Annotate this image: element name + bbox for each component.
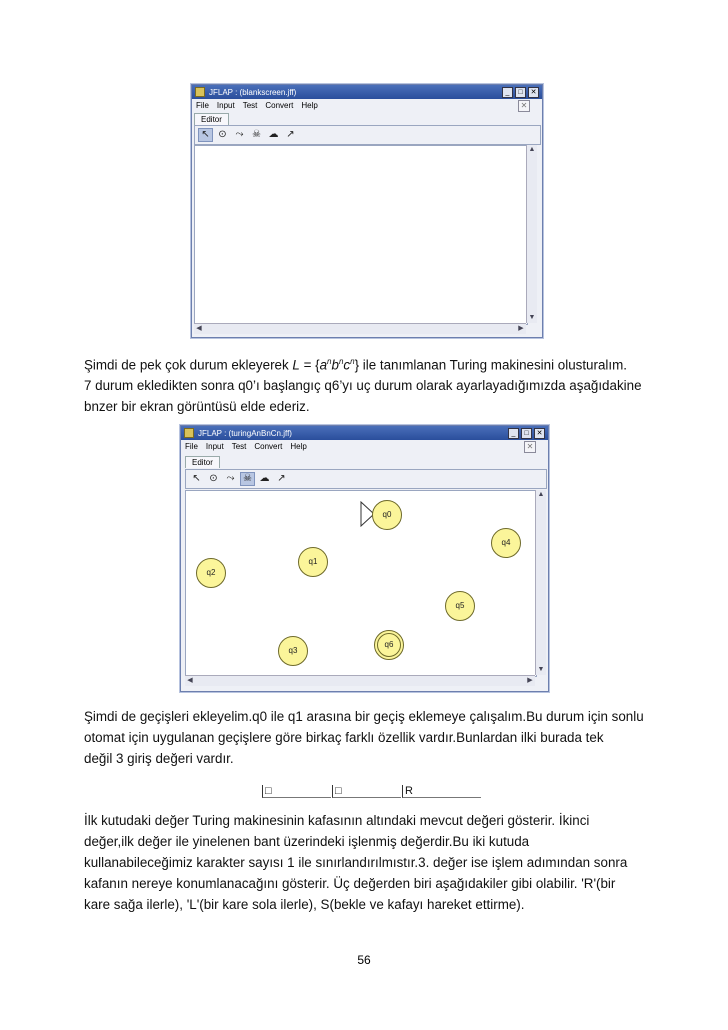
vertical-scrollbar[interactable] bbox=[535, 490, 546, 675]
undo-icon[interactable]: ☁ bbox=[259, 473, 270, 484]
paragraph-2-line-1: Şimdi de geçişleri ekleyelim.q0 ile q1 arasına bir geçiş eklemeye çalışalım.Bu durum için sonlu bbox=[84, 709, 644, 724]
transition-icon[interactable]: ⤳ bbox=[226, 473, 235, 484]
close-tab-icon[interactable]: ✕ bbox=[518, 100, 530, 112]
tab-editor[interactable]: Editor bbox=[194, 113, 229, 125]
redo-icon[interactable]: ↗ bbox=[286, 129, 295, 140]
paragraph-3-line-5: kare sağa ilerle), 'L'(bir kare sola ilerle), S(bekle ve kafayı hareket ettirme). bbox=[84, 897, 525, 912]
menu-convert[interactable]: Convert bbox=[254, 442, 283, 451]
menu-input[interactable]: Input bbox=[205, 442, 224, 451]
state-q2[interactable]: q2 bbox=[196, 558, 226, 588]
paragraph-2 bbox=[84, 706, 674, 769]
state-q0[interactable]: q0 bbox=[372, 500, 402, 530]
close-icon[interactable]: ✕ bbox=[528, 87, 539, 98]
menu-help[interactable]: Help bbox=[301, 101, 318, 110]
skull-delete-icon[interactable]: ☠ bbox=[252, 129, 261, 140]
window-title: JFLAP : (blankscreen.jff) bbox=[209, 87, 297, 97]
state-q6[interactable]: q6 bbox=[374, 630, 404, 660]
state-q5[interactable]: q5 bbox=[445, 591, 475, 621]
menu-convert[interactable]: Convert bbox=[265, 101, 294, 110]
add-state-icon[interactable]: ⊙ bbox=[218, 129, 227, 140]
arrow-pointer-icon[interactable]: ↖ bbox=[198, 128, 213, 142]
scroll-right-icon[interactable]: ▶ bbox=[527, 677, 533, 684]
redo-icon[interactable]: ↗ bbox=[277, 473, 286, 484]
maximize-icon[interactable]: □ bbox=[521, 428, 532, 439]
arrow-pointer-icon[interactable]: ↖ bbox=[192, 473, 201, 484]
editor-canvas[interactable] bbox=[194, 145, 528, 325]
paragraph-3 bbox=[84, 810, 674, 915]
paragraph-1 bbox=[84, 351, 674, 417]
title-bar[interactable] bbox=[181, 426, 548, 440]
jflap-app-icon bbox=[195, 87, 205, 97]
state-q3[interactable]: q3 bbox=[278, 636, 308, 666]
scroll-down-icon[interactable]: ▼ bbox=[528, 314, 536, 321]
horizontal-scrollbar[interactable] bbox=[185, 675, 535, 686]
direction-input[interactable]: R bbox=[402, 785, 481, 798]
add-state-icon[interactable]: ⊙ bbox=[209, 473, 218, 484]
jflap-window-turing bbox=[180, 425, 549, 692]
state-q1[interactable]: q1 bbox=[298, 547, 328, 577]
undo-icon[interactable]: ☁ bbox=[268, 129, 279, 140]
tab-editor[interactable]: Editor bbox=[185, 456, 220, 468]
paragraph-3-line-3: kullanabileceğimiz karakter sayısı 1 ile sınırlandırılmıstır.3. değer ise işlem adımından sonra bbox=[84, 855, 628, 870]
state-q4[interactable]: q4 bbox=[491, 528, 521, 558]
paragraph-2-line-3: değil 3 giriş değeri vardır. bbox=[84, 751, 234, 766]
menu-help[interactable]: Help bbox=[290, 442, 307, 451]
paragraph-3-line-4: kafanın nereye konumlanacağını gösterir. Üç değerden biri aşağıdakiler gibi olabilir. 'R'(bir bbox=[84, 876, 616, 891]
paragraph-1-line-2: 7 durum ekledikten sonra q0’ı başlangıç q6’yı uç durum olarak ayarlayadığımızda aşağıdakine bbox=[84, 378, 642, 394]
menu-bar bbox=[181, 440, 548, 453]
transition-input-fields bbox=[260, 785, 480, 798]
maximize-icon[interactable]: □ bbox=[515, 87, 526, 98]
menu-input[interactable]: Input bbox=[216, 101, 235, 110]
minimize-icon[interactable]: _ bbox=[502, 87, 513, 98]
paragraph-3-line-2: değer,ilk değer ile yinelenen bant üzerindeki işlenmiş değerdir.Bu iki kutuda bbox=[84, 834, 530, 849]
editor-canvas[interactable] bbox=[185, 490, 537, 677]
menu-bar bbox=[192, 99, 542, 112]
menu-test[interactable]: Test bbox=[231, 442, 247, 451]
minimize-icon[interactable]: _ bbox=[508, 428, 519, 439]
close-icon[interactable]: ✕ bbox=[534, 428, 545, 439]
close-tab-icon[interactable]: ✕ bbox=[524, 441, 536, 453]
page-number: 56 bbox=[357, 953, 371, 967]
paragraph-1-line-3: bnzer bir ekran görüntüsü elde ederiz. bbox=[84, 399, 310, 415]
title-bar[interactable] bbox=[192, 85, 542, 99]
horizontal-scrollbar[interactable] bbox=[194, 323, 526, 334]
scroll-down-icon[interactable]: ▼ bbox=[537, 666, 545, 673]
editor-toolbar bbox=[194, 125, 541, 145]
paragraph-2-line-2: otomat için uygulanan geçişlere göre birkaç farklı özellik vardır.Bunlardan ilki burada tek bbox=[84, 730, 604, 745]
window-title: JFLAP : (turingAnBnCn.jff) bbox=[198, 428, 292, 438]
menu-test[interactable]: Test bbox=[242, 101, 258, 110]
jflap-app-icon bbox=[184, 428, 194, 438]
paragraph-3-line-1: İlk kutudaki değer Turing makinesinin kafasının altındaki mevcut değeri gösterir. İkinci bbox=[84, 813, 590, 828]
write-symbol-input[interactable]: □ bbox=[332, 785, 401, 798]
skull-delete-icon[interactable]: ☠ bbox=[240, 472, 255, 486]
scroll-right-icon[interactable]: ▶ bbox=[518, 325, 524, 332]
editor-toolbar bbox=[185, 469, 547, 489]
scroll-left-icon[interactable]: ◀ bbox=[196, 325, 202, 332]
paragraph-1-line-1: Şimdi de pek çok durum ekleyerek $L = \{a^nb^nc^n\}$ ile tanımlanan Turing makinesini olusturalım. bbox=[84, 357, 627, 373]
jflap-window-blank bbox=[191, 84, 543, 338]
menu-file[interactable]: File bbox=[196, 101, 209, 110]
scroll-up-icon[interactable]: ▲ bbox=[537, 491, 545, 498]
scroll-up-icon[interactable]: ▲ bbox=[528, 146, 536, 153]
read-symbol-input[interactable]: □ bbox=[262, 785, 331, 798]
menu-file[interactable]: File bbox=[185, 442, 198, 451]
vertical-scrollbar[interactable] bbox=[526, 145, 537, 323]
transition-icon[interactable]: ⤳ bbox=[235, 129, 244, 140]
scroll-left-icon[interactable]: ◀ bbox=[187, 677, 193, 684]
